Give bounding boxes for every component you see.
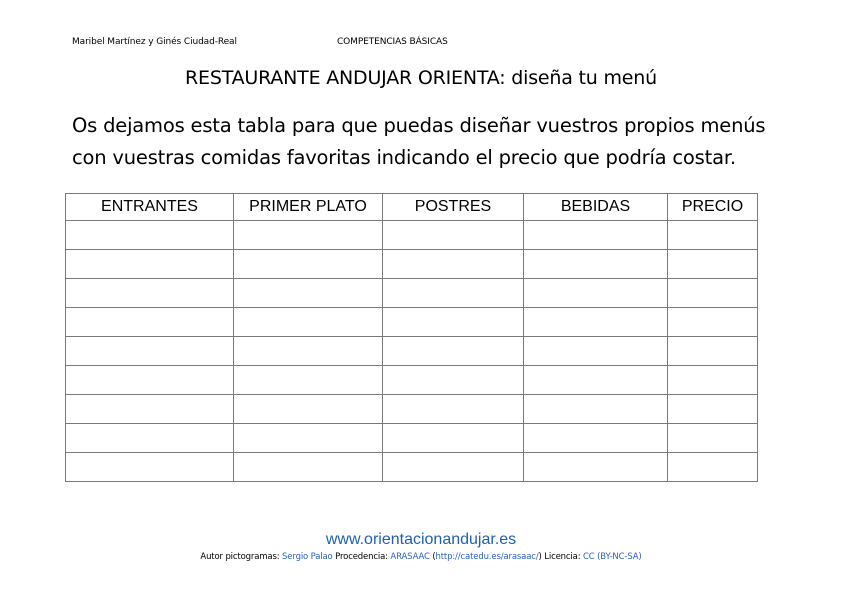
footer-credits xyxy=(0,552,842,562)
menu-table xyxy=(65,193,758,482)
table-cell[interactable] xyxy=(66,279,234,308)
credits-source-label: Procedencia: xyxy=(332,552,391,562)
column-header-postres: POSTRES xyxy=(383,194,524,221)
table-row xyxy=(66,395,758,424)
intro-line-2: con vuestras comidas favoritas indicando el precio que podría costar. xyxy=(72,146,736,169)
table-cell[interactable] xyxy=(234,279,383,308)
table-row xyxy=(66,453,758,482)
table-cell[interactable] xyxy=(234,308,383,337)
table-cell[interactable] xyxy=(668,453,758,482)
table-row xyxy=(66,424,758,453)
table-cell[interactable] xyxy=(234,221,383,250)
table-cell[interactable] xyxy=(668,250,758,279)
table-cell[interactable] xyxy=(234,250,383,279)
credits-source-url-close: ) xyxy=(538,552,542,562)
column-header-entrantes: ENTRANTES xyxy=(66,194,234,221)
table-cell[interactable] xyxy=(66,366,234,395)
table-cell[interactable] xyxy=(668,308,758,337)
credits-license-label: Licencia: xyxy=(541,552,583,562)
table-cell[interactable] xyxy=(668,221,758,250)
table-cell[interactable] xyxy=(383,279,524,308)
table-cell[interactable] xyxy=(66,250,234,279)
table-cell[interactable] xyxy=(66,337,234,366)
table-cell[interactable] xyxy=(668,395,758,424)
credits-source-url[interactable]: http://catedu.es/arasaac/ xyxy=(435,552,539,562)
table-cell[interactable] xyxy=(668,424,758,453)
column-header-precio: PRECIO xyxy=(668,194,758,221)
table-row xyxy=(66,308,758,337)
credits-source-url-open: ( xyxy=(429,552,436,562)
page-title: RESTAURANTE ANDUJAR ORIENTA: diseña tu menú xyxy=(185,67,657,89)
table-cell[interactable] xyxy=(66,424,234,453)
credits-license[interactable]: CC (BY-NC-SA) xyxy=(582,552,642,562)
table-row xyxy=(66,366,758,395)
intro-text xyxy=(72,110,792,174)
column-header-primer-plato: PRIMER PLATO xyxy=(234,194,383,221)
table-row xyxy=(66,250,758,279)
table-header-row xyxy=(66,194,758,221)
table-cell[interactable] xyxy=(66,395,234,424)
table-cell[interactable] xyxy=(668,279,758,308)
table-cell[interactable] xyxy=(524,221,668,250)
table-cell[interactable] xyxy=(234,395,383,424)
header-section: COMPETENCIAS BÁSICAS xyxy=(337,37,448,47)
table-cell[interactable] xyxy=(524,424,668,453)
table-cell[interactable] xyxy=(383,366,524,395)
table-cell[interactable] xyxy=(524,337,668,366)
table-cell[interactable] xyxy=(524,453,668,482)
column-header-bebidas: BEBIDAS xyxy=(524,194,668,221)
table-cell[interactable] xyxy=(524,279,668,308)
table-cell[interactable] xyxy=(383,308,524,337)
table-row xyxy=(66,221,758,250)
intro-line-1: Os dejamos esta tabla para que puedas diseñar vuestros propios menús xyxy=(72,114,766,137)
table-cell[interactable] xyxy=(668,337,758,366)
table-cell[interactable] xyxy=(524,250,668,279)
table-cell[interactable] xyxy=(66,308,234,337)
table-row xyxy=(66,279,758,308)
table-cell[interactable] xyxy=(524,395,668,424)
header-authors: Maribel Martínez y Ginés Ciudad-Real xyxy=(72,37,237,47)
table-cell[interactable] xyxy=(383,250,524,279)
table-cell[interactable] xyxy=(234,366,383,395)
table-cell[interactable] xyxy=(524,308,668,337)
credits-author-label: Autor pictogramas: xyxy=(200,552,283,562)
table-cell[interactable] xyxy=(383,395,524,424)
table-cell[interactable] xyxy=(234,424,383,453)
credits-source-name[interactable]: ARASAAC xyxy=(390,552,430,562)
table-cell[interactable] xyxy=(234,337,383,366)
table-cell[interactable] xyxy=(234,453,383,482)
table-cell[interactable] xyxy=(524,366,668,395)
footer-website-link[interactable]: www.orientacionandujar.es xyxy=(325,531,517,548)
table-row xyxy=(66,337,758,366)
table-cell[interactable] xyxy=(66,221,234,250)
table-cell[interactable] xyxy=(383,221,524,250)
credits-author-name[interactable]: Sergio Palao xyxy=(282,552,333,562)
table-cell[interactable] xyxy=(66,453,234,482)
table-cell[interactable] xyxy=(383,424,524,453)
table-cell[interactable] xyxy=(383,453,524,482)
table-cell[interactable] xyxy=(668,366,758,395)
table-cell[interactable] xyxy=(383,337,524,366)
